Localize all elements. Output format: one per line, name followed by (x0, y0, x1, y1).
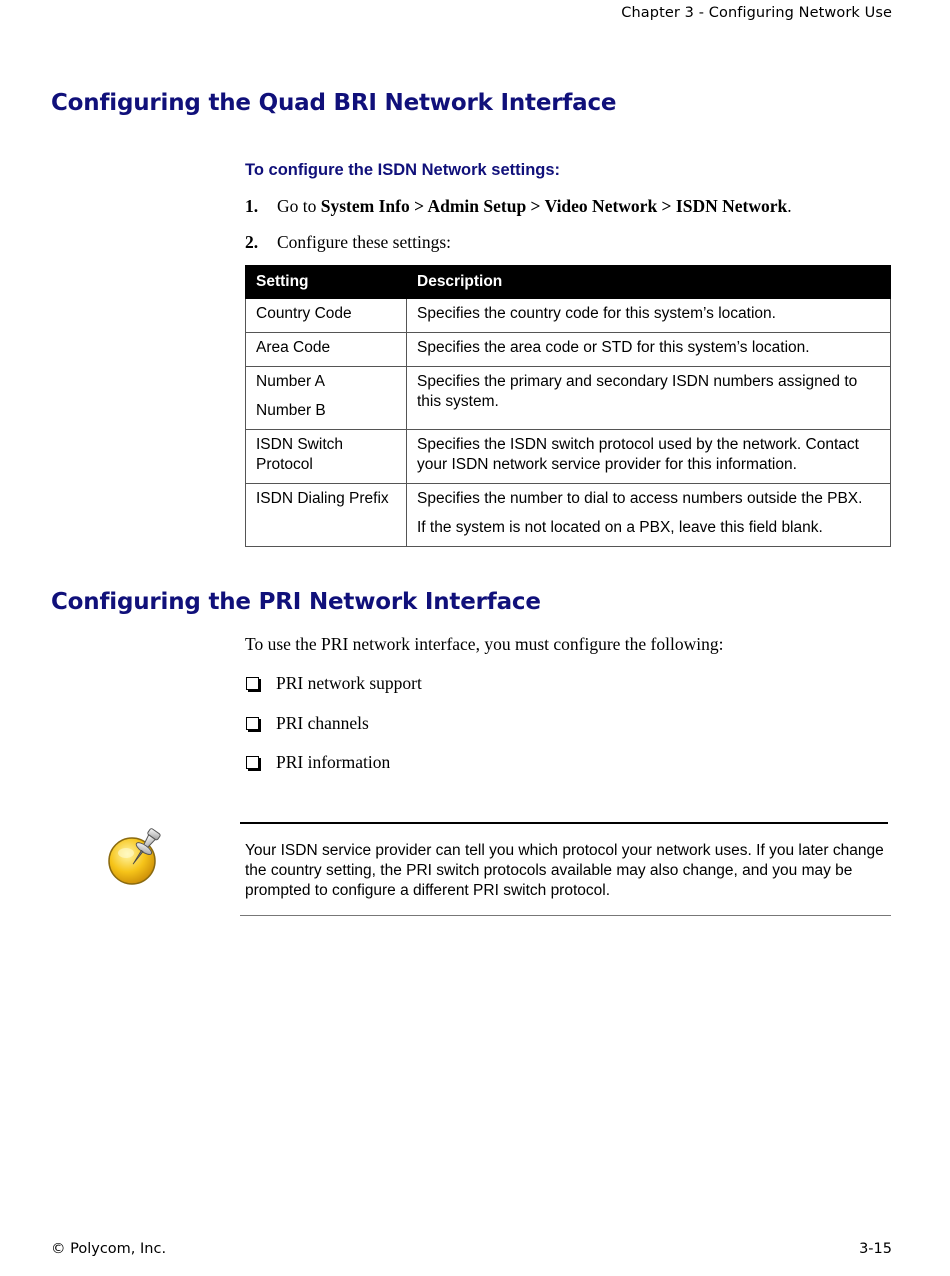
menu-path: System Info > Admin Setup > Video Network > ISDN Network (320, 196, 788, 216)
pri-checklist (245, 673, 422, 792)
section-heading-pri: Configuring the PRI Network Interface (51, 589, 541, 615)
table-row (246, 430, 891, 484)
setting-name: Country Code (256, 305, 352, 322)
description-cell (407, 367, 891, 430)
setting-description: Specifies the primary and secondary ISDN numbers assigned to this system. (417, 373, 858, 410)
note-divider-bottom (240, 915, 891, 916)
list-item (245, 752, 422, 792)
table-row (246, 367, 891, 430)
setting-cell (246, 430, 407, 484)
table-row (246, 333, 891, 367)
step-text: Configure these settings: (277, 232, 452, 252)
step-1 (245, 196, 792, 232)
setting-description: Specifies the ISDN switch protocol used by the network. Contact your ISDN network service provider for this information. (417, 436, 859, 473)
setting-name: ISDN Dialing Prefix (256, 490, 389, 507)
step-number: 2. (245, 232, 259, 252)
note-text: Your ISDN service provider can tell you which protocol your network uses. If you later change the country setting, the PRI switch protocols available may also change, and you may be prompted to configure a different PRI switch protocol. (245, 842, 884, 899)
column-header-setting: Setting (246, 266, 407, 299)
procedure-steps (245, 196, 792, 268)
setting-description: If the system is not located on a PBX, leave this field blank. (417, 519, 823, 536)
step-2 (245, 232, 792, 268)
checkbox-bullet-icon (246, 756, 259, 769)
section-heading-quad-bri: Configuring the Quad BRI Network Interface (51, 90, 617, 116)
description-cell (407, 299, 891, 333)
setting-name: Number B (256, 402, 326, 419)
list-item-text: PRI information (276, 752, 391, 772)
note-divider-top (240, 822, 888, 824)
table-row (246, 299, 891, 333)
settings-table (245, 265, 891, 547)
step-text (277, 196, 792, 217)
setting-name: Number A (256, 373, 325, 390)
running-header: Chapter 3 - Configuring Network Use (621, 5, 892, 21)
table-row (246, 484, 891, 547)
settings-table-body (246, 299, 891, 547)
description-cell (407, 333, 891, 367)
step-text-prefix: Go to (277, 196, 321, 216)
table-header-row (246, 266, 891, 299)
setting-cell (246, 333, 407, 367)
checkbox-bullet-icon (246, 717, 259, 730)
footer-copyright: © Polycom, Inc. (51, 1241, 167, 1257)
setting-description: Specifies the country code for this system’s location. (417, 305, 776, 322)
intro-paragraph: To use the PRI network interface, you must configure the following: (245, 634, 724, 654)
setting-description: Specifies the number to dial to access numbers outside the PBX. (417, 490, 863, 507)
pushpin-icon (104, 823, 170, 889)
list-item (245, 673, 422, 713)
setting-name: Area Code (256, 339, 331, 356)
description-cell (407, 484, 891, 547)
description-cell (407, 430, 891, 484)
setting-description: Specifies the area code or STD for this system’s location. (417, 339, 810, 356)
procedure-title: To configure the ISDN Network settings: (245, 161, 561, 179)
list-item (245, 713, 422, 753)
setting-cell (246, 299, 407, 333)
list-item-text: PRI channels (276, 712, 369, 733)
step-text-suffix: . (787, 196, 792, 216)
checkbox-bullet-icon (246, 677, 259, 690)
column-header-description: Description (407, 266, 891, 299)
list-item-text: PRI network support (276, 673, 422, 693)
setting-name: ISDN Switch Protocol (256, 436, 343, 473)
setting-cell (246, 367, 407, 430)
setting-cell (246, 484, 407, 547)
step-number: 1. (245, 196, 259, 216)
footer-page-number: 3-15 (859, 1241, 892, 1257)
